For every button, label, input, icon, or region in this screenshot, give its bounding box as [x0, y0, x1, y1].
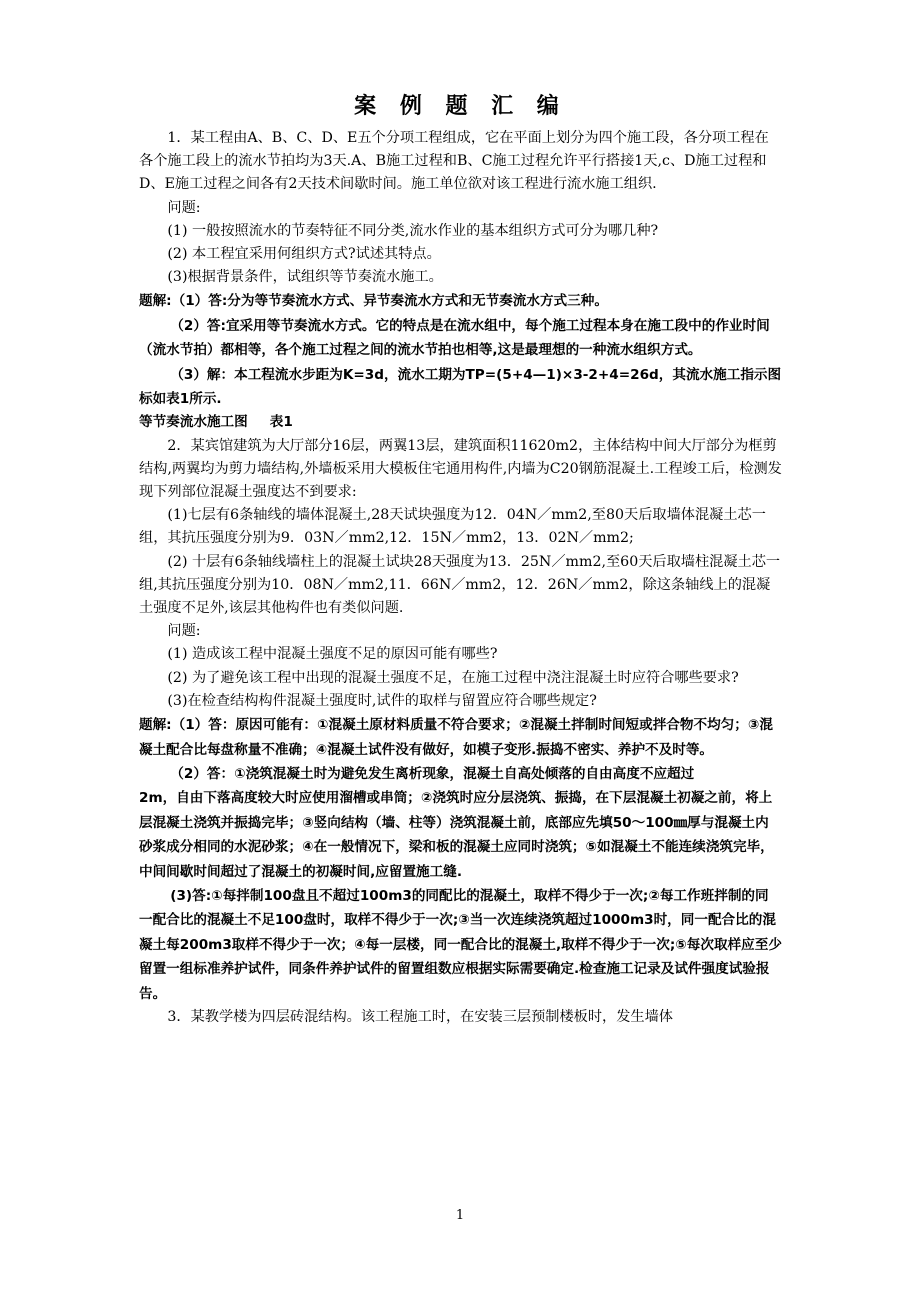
case1-questions-label: 问题:: [167, 199, 201, 216]
case2-item-1: (1)七层有6条轴线的墙体混凝土,28天试块强度为12．04N／mm2,至80天后取墙体混凝土芯一组，其抗压强度分别为9．03N／mm2,12．15N／mm2，13．02N／mm2;: [139, 507, 766, 547]
case1-answer-1: 题解:（1）答:分为等节奏流水方式、异节奏流水方式和无节奏流水方式三种。: [139, 293, 608, 310]
case2-answer-2-body: 2m，自由下落高度较大时应使用溜槽或串筒；②浇筑时应分层浇筑、振捣，在下层混凝土初凝之前，将上层混凝土浇筑并振捣完毕；③竖向结构（墙、柱等）浇筑混凝土前，底部应先填50～100㎜厚与混凝土内砂浆成分相同的水泥砂浆；④在一般情况下，梁和板的混凝土应同时浇筑；⑤如混凝土不能连续浇筑完毕，中间间歇时间超过了混凝土的初凝时间,应留置施工缝.: [139, 790, 774, 880]
case2-item-2: (2) 十层有6条轴线墙柱上的混凝土试块28天强度为13．25N／mm2,至60天后取墙柱混凝土芯一组,其抗压强度分别为10．08N／mm2,11．66N／mm2，12．26N／mm2，除这条轴线上的混凝土强度不足外,该层其他构件也有类似问题.: [139, 553, 781, 617]
case1-question-2: (2) 本工程宜采用何组织方式?试述其特点。: [167, 246, 441, 263]
case2-answer-1: 题解:（1）答：原因可能有：①混凝土原材料质量不符合要求；②混凝土拌制时间短或拌合物不均匀；③混凝土配合比每盘称量不准确；④混凝土试件没有做好，如模子变形.振捣不密实、养护不及时等。: [139, 717, 773, 758]
case2-stem: 2．某宾馆建筑为大厅部分16层，两翼13层，建筑面积11620m2，主体结构中间大厅部分为框剪结构,两翼均为剪力墙结构,外墙板采用大模板住宅通用构件,内墙为C20钢筋混凝土.工程竣工后，检测发现下列部位混凝土强度达不到要求:: [139, 437, 782, 501]
case2-answer-3: (3)答:①每拌制100盘且不超过100m3的同配比的混凝土，取样不得少于一次;②每工作班拌制的同一配合比的混凝土不足100盘时，取样不得少于一次;③当一次连续浇筑超过1000m3时，同一配合比的混凝土每200m3取样不得少于一次；④每一层楼，同一配合比的混凝土,取样不得少于一次;⑤每次取样应至少留置一组标准养护试件，同条件养护试件的留置组数应根据实际需要确定.检查施工记录及试件强度试验报告。: [139, 887, 782, 1002]
case1-question-1: (1) 一般按照流水的节奏特征不同分类,流水作业的基本组织方式可分为哪几种?: [167, 222, 659, 239]
document-title: 案 例 题 汇 编: [354, 94, 567, 119]
case2-question-1: (1) 造成该工程中混凝土强度不足的原因可能有哪些?: [167, 646, 498, 663]
caption-name: 等节奏流水施工图: [139, 414, 248, 431]
case2-question-2: (2) 为了避免该工程中出现的混凝土强度不足，在施工过程中浇注混凝土时应符合哪些要求?: [167, 669, 739, 686]
case1-answer-2: （2）答:宜采用等节奏流水方式。它的特点是在流水组中，每个施工过程本身在施工段中的作业时间（流水节拍）都相等，各个施工过程之间的流水节拍也相等,这是最理想的一种流水组织方式。: [139, 317, 770, 359]
case1-stem: 1．某工程由A、B、C、D、E五个分项工程组成，它在平面上划分为四个施工段，各分项工程在各个施工段上的流水节拍均为3天.A、B施工过程和B、C施工过程允许平行搭接1天,c、D施工过程和D、E施工过程之间各有2天技术间歇时间。施工单位欲对该工程进行流水施工组织.: [139, 130, 769, 193]
page-number: 1: [455, 1208, 465, 1223]
case2-answer-2-head: （2）答：①浇筑混凝土时为避免发生离析现象，混凝土自高处倾落的自由高度不应超过: [170, 765, 695, 782]
caption-table-number: 表1: [269, 414, 293, 431]
case3-stem: 3．某教学楼为四层砖混结构。该工程施工时，在安装三层预制楼板时，发生墙体: [167, 1008, 673, 1025]
case1-question-3: (3)根据背景条件，试组织等节奏流水施工。: [167, 269, 443, 286]
case1-table-caption: [139, 411, 782, 434]
case1-answer-3: （3）解：本工程流水步距为K=3d，流水工期为TP=(5+4—1)×3-2+4=26d，其流水施工指示图标如表1所示.: [139, 366, 782, 408]
case2-question-3: (3)在检查结构构件混凝土强度时,试件的取样与留置应符合哪些规定?: [167, 692, 597, 709]
case2-questions-label: 问题:: [167, 623, 201, 640]
